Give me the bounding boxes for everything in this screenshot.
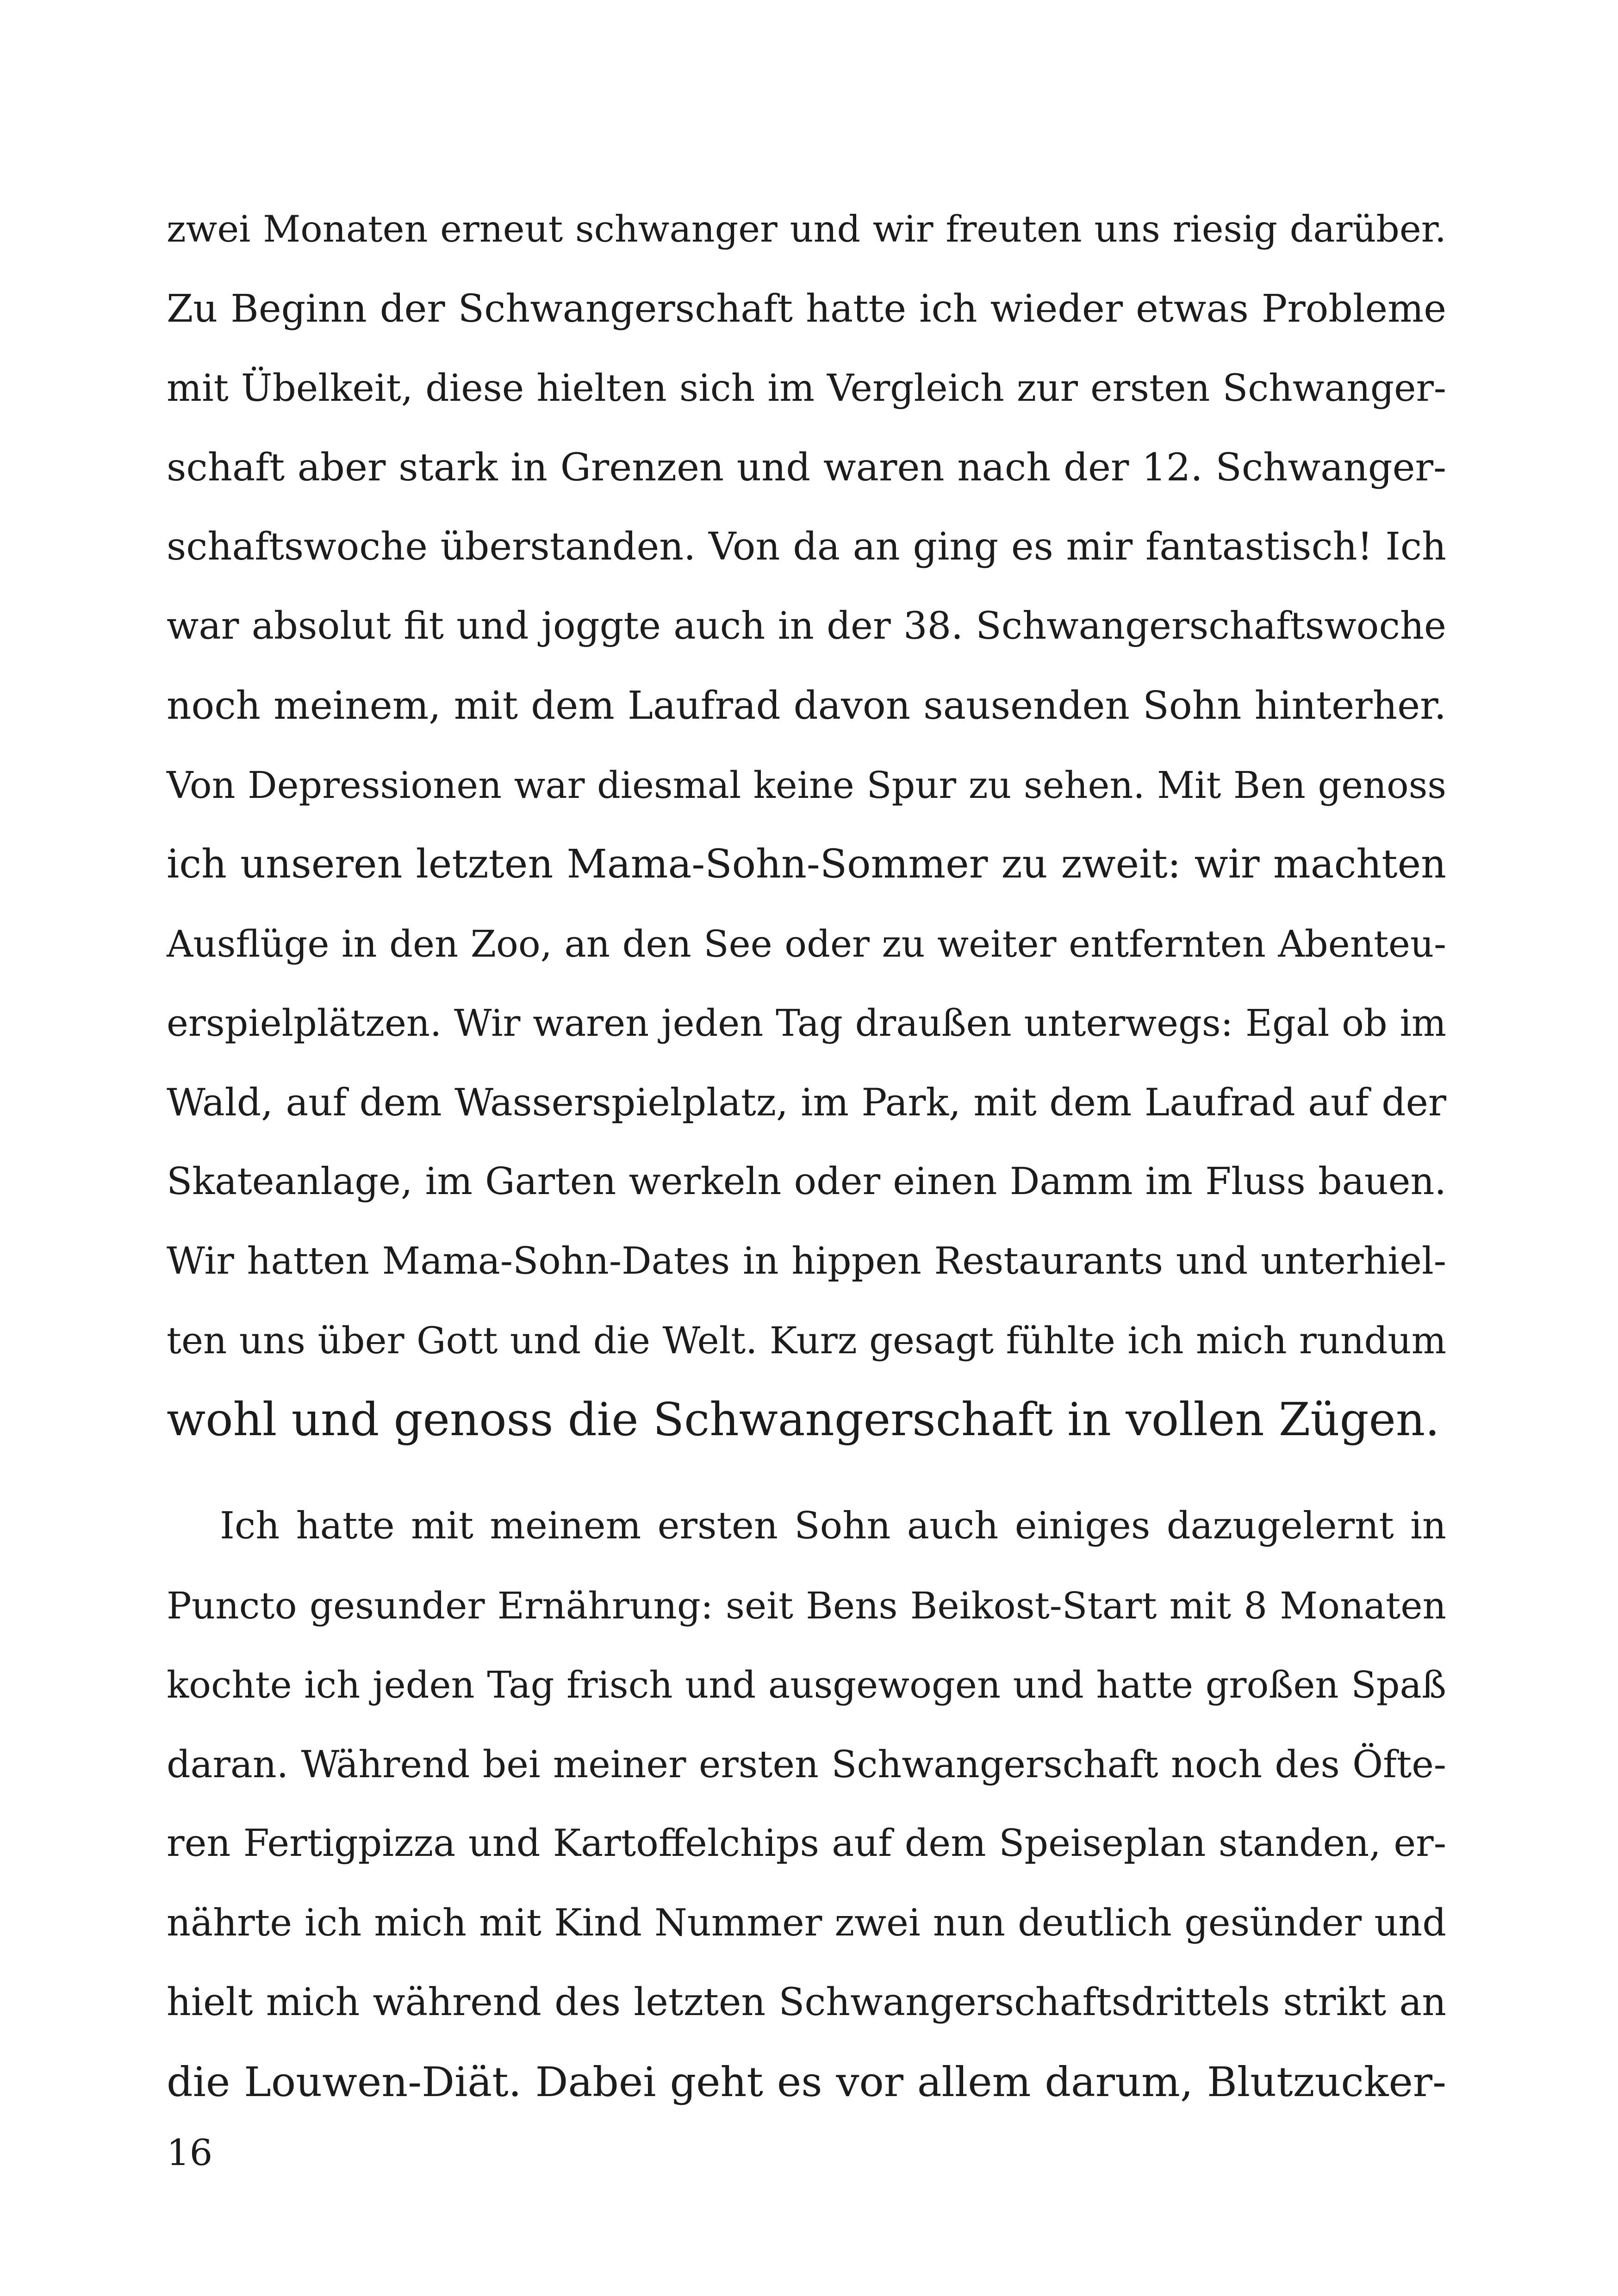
paragraph-1 [167, 190, 1446, 1460]
paragraph-2 [167, 1487, 1446, 2122]
text-line: Von Depressionen war diesmal keine Spur zu sehen. Mit Ben genoss [167, 763, 1446, 807]
text-line: Ich hatte mit meinem ersten Sohn auch einiges dazugelernt in [220, 1504, 1446, 1548]
text-line: ren Fertigpizza und Kartoffelchips auf dem Speiseplan standen, er- [167, 1822, 1446, 1865]
body-text [167, 190, 1446, 2122]
text-line: schaftswoche überstanden. Von da an ging es mir fantastisch! Ich [167, 525, 1446, 569]
text-line: Ausflüge in den Zoo, an den See oder zu weiter entfernten Abenteu- [167, 922, 1446, 965]
text-line: mit Übelkeit, diese hielten sich im Vergleich zur ersten Schwanger- [167, 367, 1446, 410]
text-line: Skateanlage, im Garten werkeln oder einen Damm im Fluss bauen. [167, 1160, 1446, 1203]
text-line: Wald, auf dem Wasserspielplatz, im Park, mit dem Laufrad auf der [167, 1080, 1446, 1125]
text-line: die Louwen-Diät. Dabei geht es vor allem darum, Blutzucker- [167, 2058, 1446, 2106]
text-line: war absolut fit und joggte auch in der 38. Schwangerschaftswoche [167, 604, 1446, 648]
text-line: daran. Während bei meiner ersten Schwangerschaft noch des Öfte- [167, 1742, 1446, 1786]
text-line: schaft aber stark in Grenzen und waren nach der 12. Schwanger- [167, 445, 1446, 490]
text-line: hielt mich während des letzten Schwangerschaftsdrittels strikt an [167, 1980, 1446, 2024]
text-line: wohl und genoss die Schwangerschaft in vollen Zügen. [167, 1393, 1440, 1446]
page-number: 16 [167, 2132, 213, 2174]
text-line: Wir hatten Mama-Sohn-Dates in hippen Restaurants und unterhiel- [167, 1239, 1446, 1283]
text-line: ten uns über Gott und die Welt. Kurz gesagt fühlte ich mich rundum [167, 1319, 1446, 1362]
text-line: ich unseren letzten Mama-Sohn-Sommer zu zweit: wir machten [167, 841, 1446, 887]
text-line: erspielplätzen. Wir waren jeden Tag draußen unterwegs: Egal ob im [167, 1002, 1446, 1045]
text-line: noch meinem, mit dem Laufrad davon sausenden Sohn hinterher. [167, 683, 1446, 728]
text-line: zwei Monaten erneut schwanger und wir freuten uns riesig darüber. [167, 208, 1446, 250]
text-line: Zu Beginn der Schwangerschaft hatte ich wieder etwas Probleme [167, 286, 1446, 331]
text-line: nährte ich mich mit Kind Nummer zwei nun deutlich gesünder und [167, 1901, 1446, 1945]
paragraph-spacer [167, 1460, 1446, 1487]
text-line: kochte ich jeden Tag frisch und ausgewogen und hatte großen Spaß [167, 1663, 1446, 1706]
text-line: Puncto gesunder Ernährung: seit Bens Beikost-Start mit 8 Monaten [167, 1584, 1446, 1627]
